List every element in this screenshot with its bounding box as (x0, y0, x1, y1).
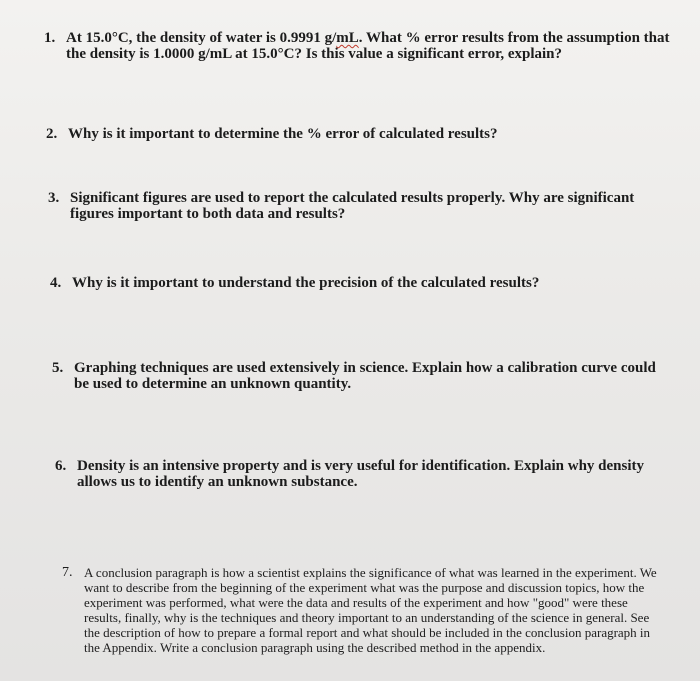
question-4 (50, 275, 670, 291)
question-number: 3. (48, 190, 60, 206)
question-6 (55, 458, 670, 490)
question-7 (62, 565, 662, 655)
question-text: Graphing techniques are used extensively in science. Explain how a calibration curve could be used to determine an unknown quantity. (74, 360, 656, 392)
question-number: 5. (52, 360, 64, 376)
question-5 (52, 360, 672, 392)
question-2 (46, 126, 666, 142)
question-number: 2. (46, 126, 58, 142)
spellcheck-flagged-word: mL (336, 30, 359, 46)
question-text-part: At 15.0°C, the density of water is 0.9991 g/ (66, 30, 337, 46)
question-number: 6. (55, 458, 67, 474)
question-text: Why is it important to understand the precision of the calculated results? (72, 275, 540, 291)
question-1 (44, 30, 684, 62)
question-text-part: . What % error results from the assumption that the density is 1.0000 g/mL at 15.0°C? Is this value a significant error, explain? (66, 30, 670, 62)
question-3 (48, 190, 678, 222)
question-text: Significant figures are used to report the calculated results properly. Why are significant figures important to both data and results? (70, 190, 635, 222)
question-number: 4. (50, 275, 62, 291)
question-text: Density is an intensive property and is very useful for identification. Explain why density allows us to identify an unknown substance. (77, 458, 644, 490)
question-text: A conclusion paragraph is how a scientist explains the significance of what was learned in the experiment. We want to describe from the beginning of the experiment what was the purpose and discussion topics, how the experiment was performed, what were the data and results of the experiment and how "good" were these results, finally, why is the techniques and theory important to an understanding of the science in general. See the description of how to prepare a formal report and what should be included in the conclusion paragraph in the Appendix. Write a conclusion paragraph using the described method in the appendix. (84, 565, 657, 655)
question-text: Why is it important to determine the % error of calculated results? (68, 126, 498, 142)
question-number: 1. (44, 30, 56, 46)
question-number: 7. (62, 565, 73, 580)
question-text (66, 30, 684, 62)
